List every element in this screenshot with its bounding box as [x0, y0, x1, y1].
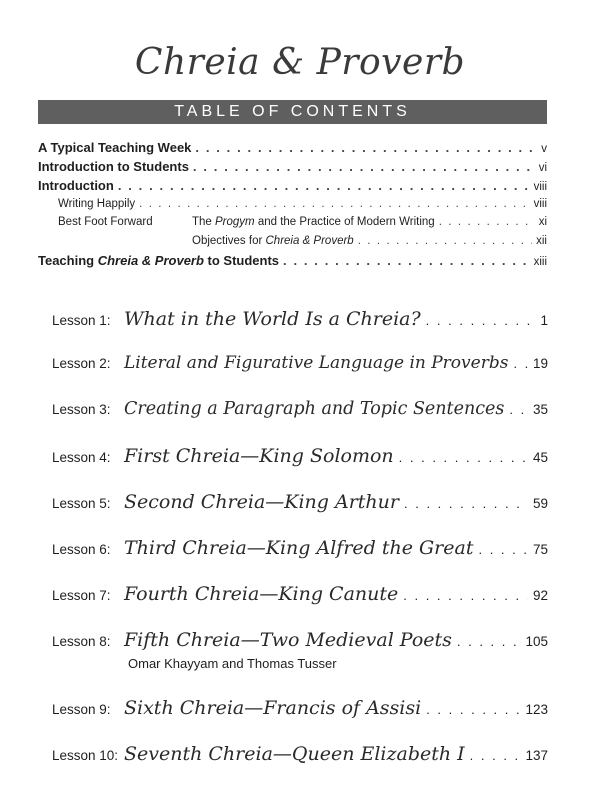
leader-dots [118, 178, 530, 193]
leader-dots [139, 198, 529, 210]
lesson-title: Sixth Chreia—Francis of Assisi [124, 697, 422, 719]
toc-entry-typical-week[interactable] [38, 140, 547, 155]
lesson-entry-10[interactable] [52, 743, 548, 765]
toc-entry-page: xiii [533, 256, 547, 268]
toc-entry-objectives[interactable] [192, 235, 547, 247]
lesson-title: Second Chreia—King Arthur [124, 491, 399, 513]
lesson-title: First Chreia—King Solomon [124, 445, 394, 467]
toc-entry-label: Teaching Chreia & Proverb to Students [38, 253, 280, 268]
toc-entry-page: vi [538, 162, 547, 174]
leader-dots [358, 235, 532, 247]
lesson-page: 45 [532, 450, 548, 465]
lesson-title: Creating a Paragraph and Topic Sentences [124, 399, 505, 419]
toc-entry-label: The Progym and the Practice of Modern Writing [192, 216, 435, 228]
toc-entry-teaching[interactable] [38, 253, 547, 268]
lesson-entry-3[interactable] [52, 399, 548, 419]
toc-entry-page: xi [538, 216, 547, 228]
toc-entry-label: Introduction to Students [38, 159, 189, 174]
lesson-page: 75 [532, 542, 548, 557]
lesson-entry-4[interactable] [52, 445, 548, 467]
toc-entry-writing-happily[interactable] [58, 198, 547, 210]
lesson-number: Lesson 6: [52, 542, 111, 557]
leader-dots [509, 402, 528, 417]
toc-entry-intro-students[interactable] [38, 159, 547, 174]
lesson-page: 105 [525, 634, 548, 649]
toc-entry-best-foot-forward[interactable]: Best Foot Forward [58, 216, 153, 228]
lesson-subtitle: Omar Khayyam and Thomas Tusser [128, 656, 337, 671]
lesson-entry-9[interactable] [52, 697, 548, 719]
leader-dots [426, 313, 536, 328]
lesson-entry-2[interactable] [52, 353, 548, 373]
lesson-number: Lesson 5: [52, 496, 111, 511]
leader-dots [470, 748, 521, 763]
lesson-page: 92 [532, 588, 548, 603]
leader-dots [403, 588, 528, 603]
lesson-number: Lesson 9: [52, 702, 111, 717]
lesson-entry-6[interactable] [52, 537, 548, 559]
toc-entry-label: Writing Happily [58, 198, 136, 210]
leader-dots [426, 702, 520, 717]
lesson-page: 59 [532, 496, 548, 511]
toc-entry-page: viii [533, 181, 547, 193]
lesson-page: 35 [532, 402, 548, 417]
leader-dots [195, 140, 537, 155]
lesson-number: Lesson 3: [52, 402, 111, 417]
leader-dots [283, 253, 530, 268]
toc-entry-introduction[interactable] [38, 178, 547, 193]
toc-entry-progym[interactable] [192, 216, 547, 228]
lesson-number: Lesson 4: [52, 450, 111, 465]
leader-dots [439, 216, 535, 228]
lesson-title: Seventh Chreia—Queen Elizabeth I [124, 743, 465, 765]
toc-entry-label: Introduction [38, 178, 114, 193]
lesson-entry-1[interactable] [52, 308, 548, 330]
toc-header-bar: TABLE OF CONTENTS [38, 100, 547, 124]
leader-dots [513, 356, 528, 371]
lesson-title: Third Chreia—King Alfred the Great [124, 537, 474, 559]
toc-entry-label: A Typical Teaching Week [38, 140, 192, 155]
lesson-number: Lesson 2: [52, 356, 111, 371]
lesson-title: Literal and Figurative Language in Proverbs [124, 353, 509, 373]
lesson-number: Lesson 7: [52, 588, 111, 603]
lesson-number: Lesson 1: [52, 313, 111, 328]
leader-dots [193, 159, 535, 174]
lesson-number: Lesson 8: [52, 634, 111, 649]
lesson-page: 137 [525, 748, 548, 763]
lesson-title: Fourth Chreia—King Canute [124, 583, 399, 605]
leader-dots [457, 634, 521, 649]
lesson-entry-7[interactable] [52, 583, 548, 605]
lesson-page: 1 [540, 313, 548, 328]
leader-dots [478, 542, 528, 557]
lesson-page: 123 [525, 702, 548, 717]
lesson-title: What in the World Is a Chreia? [124, 308, 421, 330]
lesson-page: 19 [532, 356, 548, 371]
lesson-title: Fifth Chreia—Two Medieval Poets [124, 629, 452, 651]
lesson-number: Lesson 10: [52, 748, 119, 763]
page-title: Chreia & Proverb [134, 42, 466, 83]
leader-dots [404, 496, 528, 511]
lesson-entry-5[interactable] [52, 491, 548, 513]
toc-entry-label: Objectives for Chreia & Proverb [192, 235, 354, 247]
toc-entry-page: v [541, 143, 547, 155]
toc-entry-page: viii [533, 198, 547, 210]
lesson-entry-8[interactable] [52, 629, 548, 651]
toc-entry-page: xii [536, 235, 547, 247]
leader-dots [399, 450, 528, 465]
